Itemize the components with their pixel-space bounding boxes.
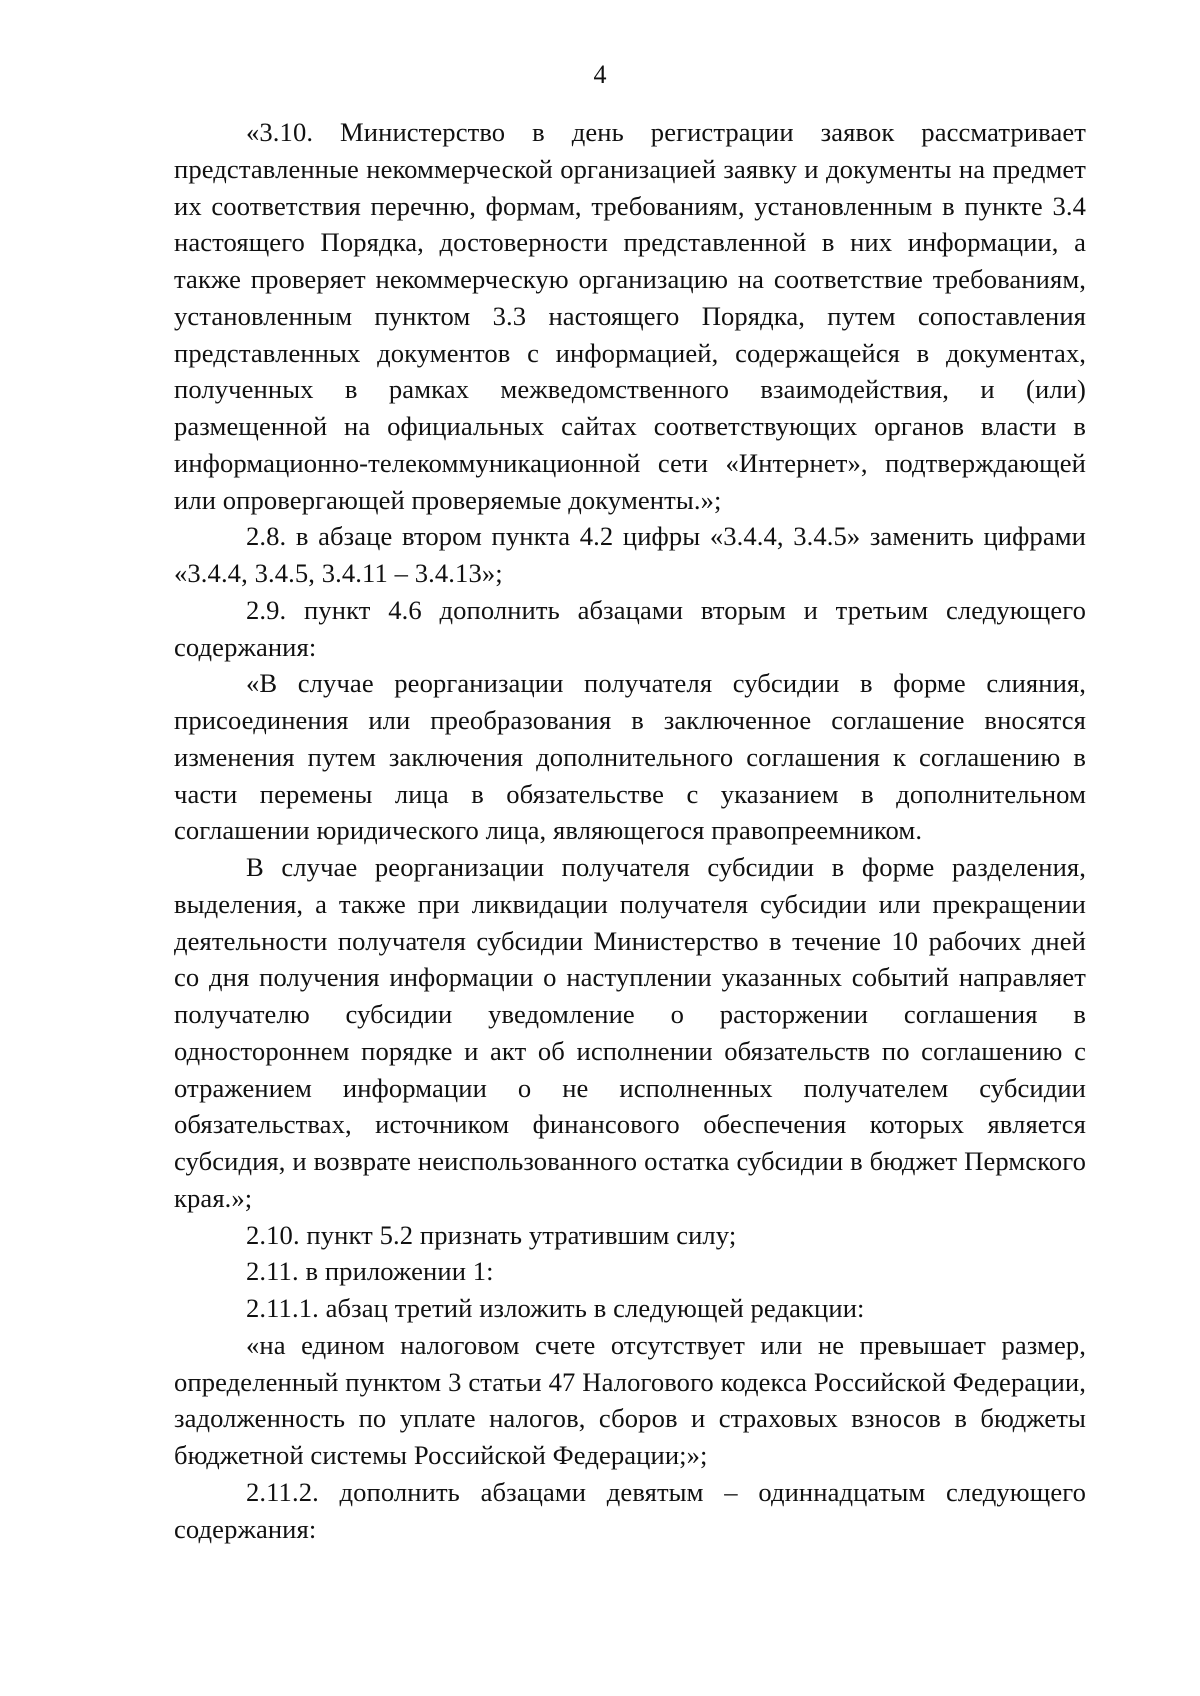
paragraph-2-11: 2.11. в приложении 1: xyxy=(246,1256,494,1287)
paragraph-2-11-2: 2.11.2. дополнить абзацами девятым – одиннадцатым следующего содержания: xyxy=(174,1476,1086,1544)
paragraph-2-8: 2.8. в абзаце втором пункта 4.2 цифры «3.4.4, 3.4.5» заменить цифрами «3.4.4, 3.4.5, 3.4.11 – 3.4.13»; xyxy=(174,521,1086,588)
paragraph-reorganization-division: В случае реорганизации получателя субсидии в форме разделения, выделения, а также при ликвидации получателя субсидии или прекращении деятельности получателя субсидии Министерство в течение 10 рабочих дней со дня получения информации о наступлении указанных событий направляет получателю субсидии уведомление о расторжении соглашения в одностороннем порядке и акт об исполнении обязательств по соглашению с отражением информации о не исполненных получателем субсидии обязательствах, источником финансового обеспечения которых является субсидия, и возврате неиспользованного остатка субсидии в бюджет Пермского края.»; xyxy=(174,852,1086,1213)
paragraph-2-11-1: 2.11.1. абзац третий изложить в следующей редакции: xyxy=(246,1293,865,1323)
paragraph-2-10: 2.10. пункт 5.2 признать утратившим силу; xyxy=(246,1219,737,1250)
paragraph-2-9: 2.9. пункт 4.6 дополнить абзацами вторым и третьим следующего содержания: xyxy=(174,594,1086,662)
document-body xyxy=(174,114,1086,1547)
paragraph-3-10: «3.10. Министерство в день регистрации заявок рассматривает представленные некоммерческой организацией заявку и документы на предмет их соответствия перечню, формам, требованиям, установленным в пункте 3.4 настоящего Порядка, достоверности представленной в них информации, а также проверяет некоммерческую организацию на соответствие требованиям, установленным пунктом 3.3 настоящего Порядка, путем сопоставления представленных документов с информацией, содержащейся в документах, полученных в рамках межведомственного взаимодействия, и (или) размещенной на официальных сайтах соответствующих органов власти в информационно-телекоммуникационной сети «Интернет», подтверждающей или опровергающей проверяемые документы.»; xyxy=(174,117,1086,515)
paragraph-tax-account: «на едином налоговом счете отсутствует или не превышает размер, определенный пунктом 3 статьи 47 Налогового кодекса Российской Федерации, задолженность по уплате налогов, сборов и страховых взносов в бюджеты бюджетной системы Российской Федерации;»; xyxy=(174,1329,1086,1470)
paragraph-reorganization-merger: «В случае реорганизации получателя субсидии в форме слияния, присоединения или преобразования в заключенное соглашение вносятся изменения путем заключения дополнительного соглашения к соглашению в части перемены лица в обязательстве с указанием в дополнительном соглашении юридического лица, являющегося правопреемником. xyxy=(174,668,1086,846)
page-number: 4 xyxy=(593,60,607,89)
